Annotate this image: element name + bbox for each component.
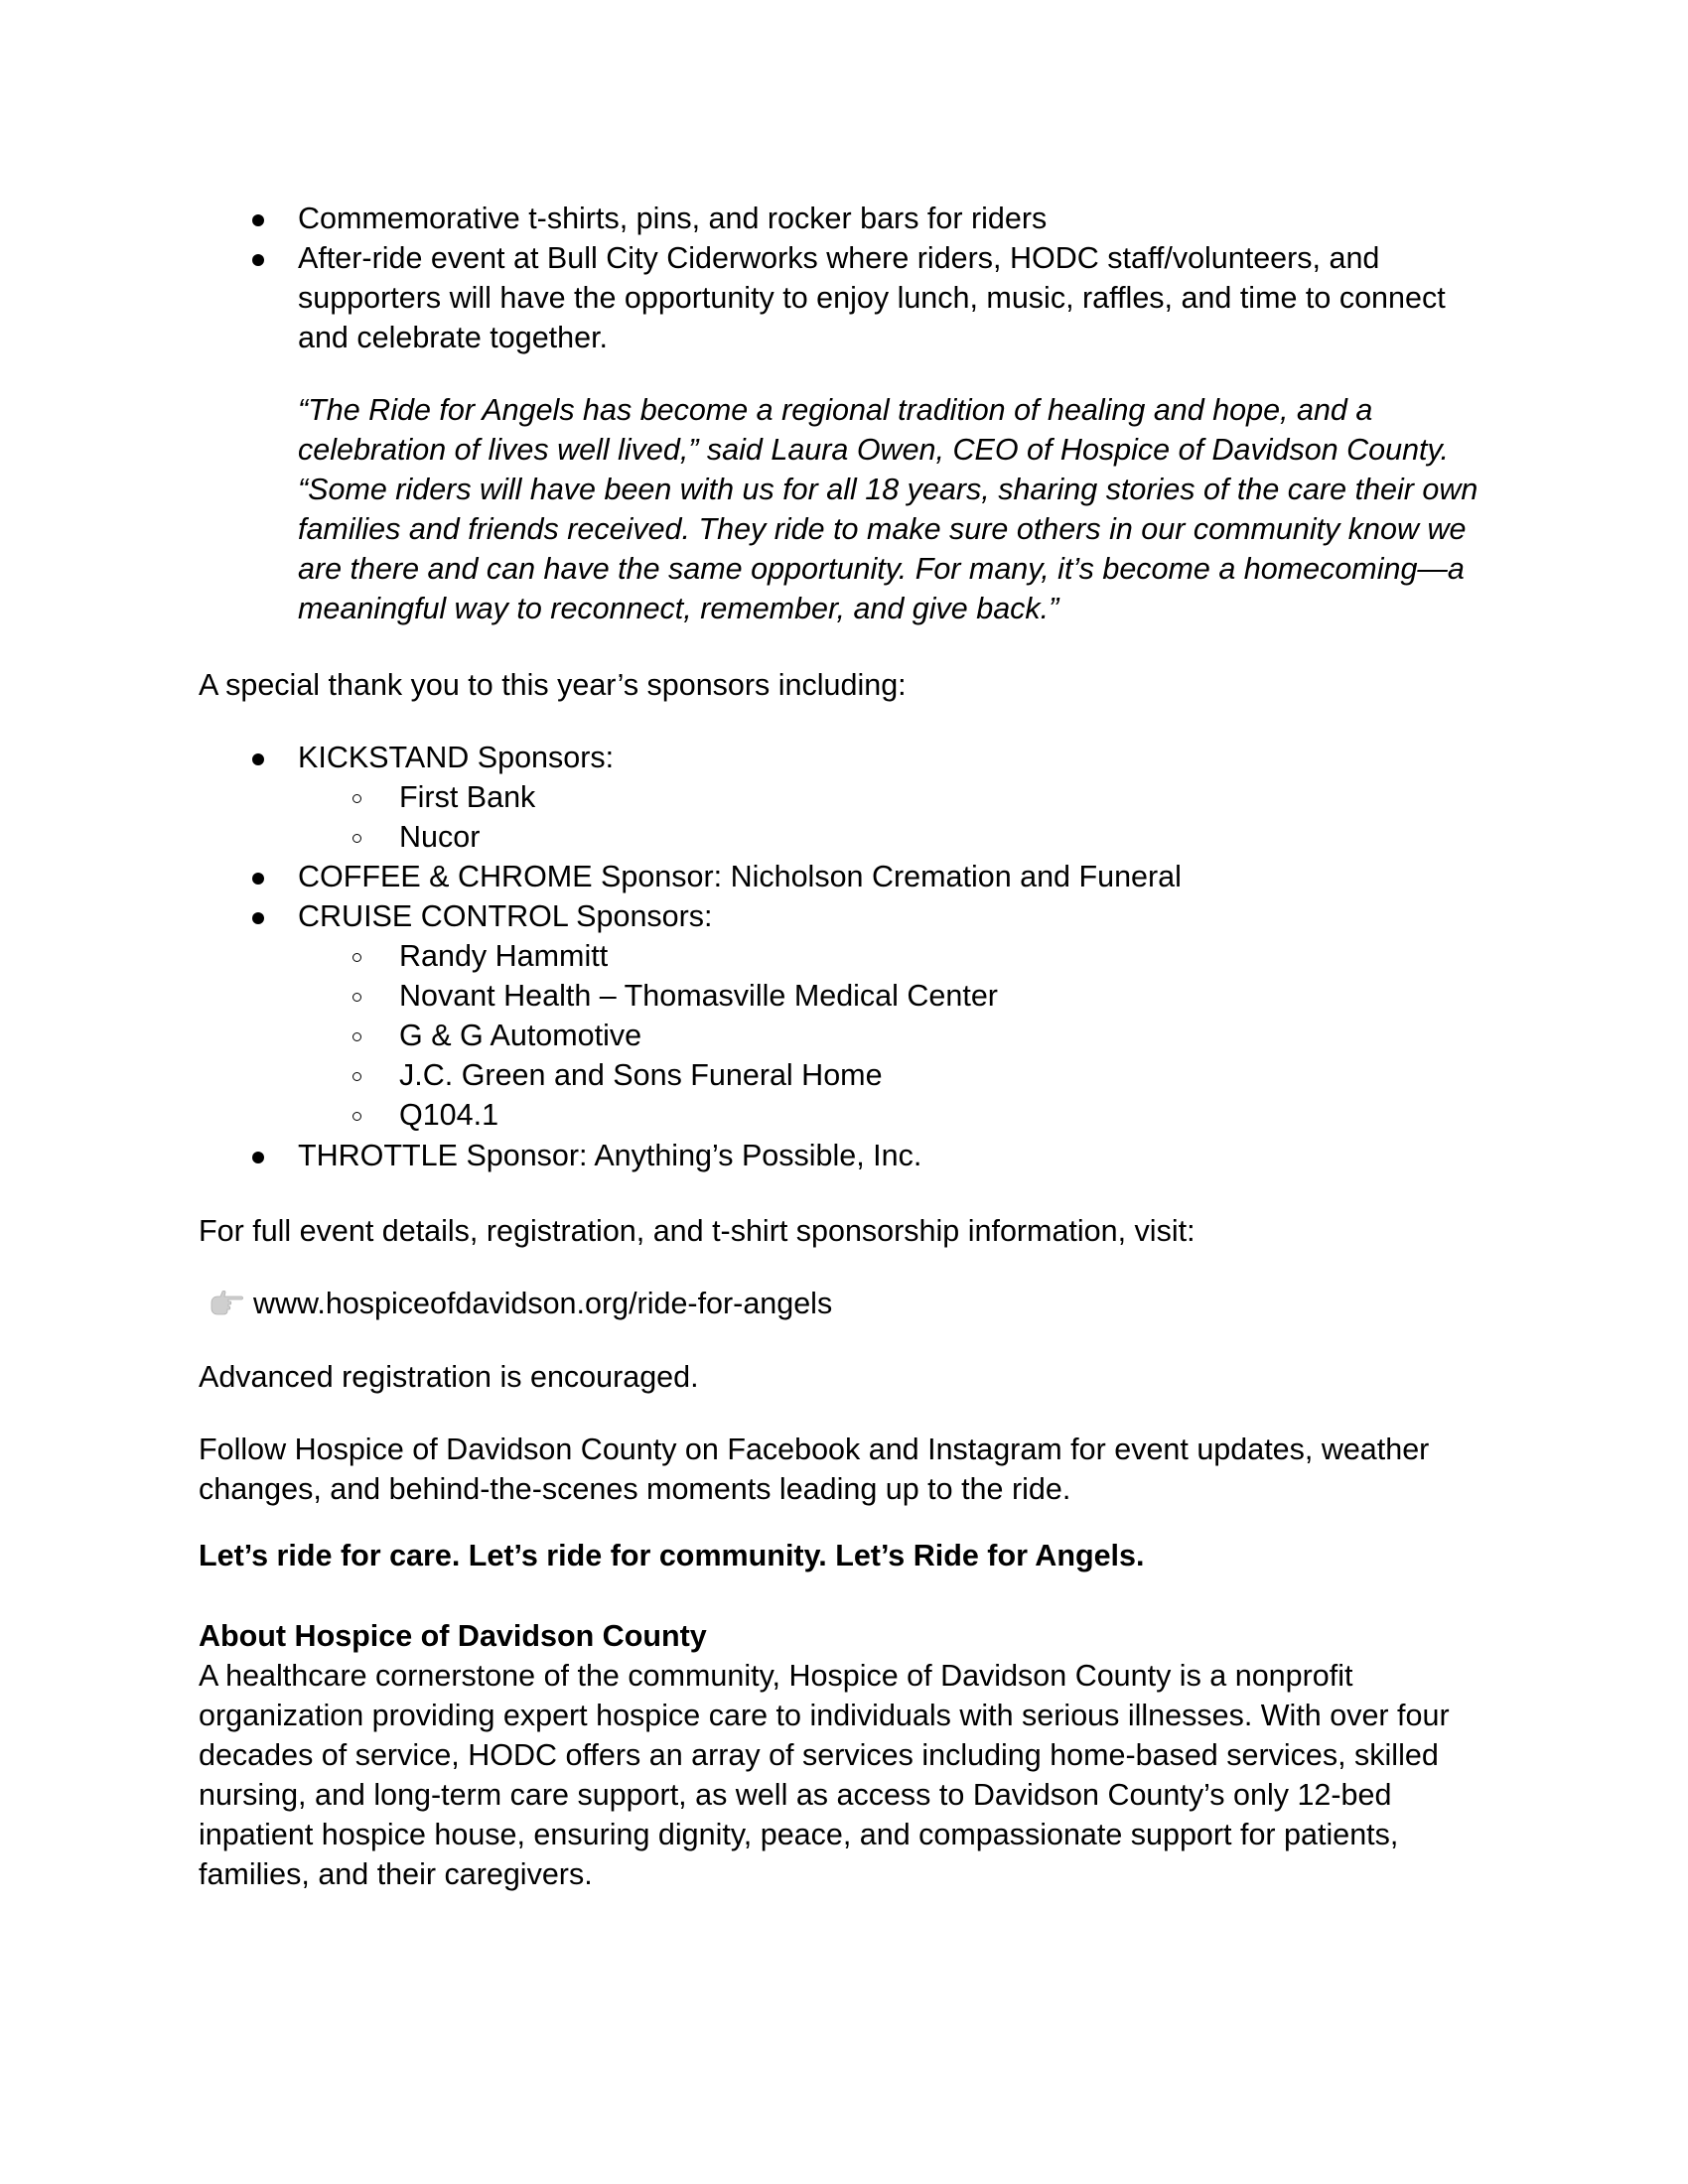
follow-text-line: Follow Hospice of Davidson County on Facebook and Instagram for event updates, weather [199, 1433, 1430, 1466]
bullet-circle-icon [352, 953, 361, 962]
bullet-dot-icon [252, 254, 264, 266]
pointing-hand-icon [209, 1291, 244, 1316]
about-line: A healthcare cornerstone of the community, Hospice of Davidson County is a nonprofit [199, 1659, 1353, 1693]
sponsor-item: First Bank [399, 780, 536, 814]
about-line: decades of service, HODC offers an array of services including home-based services, skilled [199, 1738, 1439, 1772]
follow-text-line: changes, and behind-the-scenes moments leading up to the ride. [199, 1472, 1071, 1506]
sponsor-tier-coffee-chrome: COFFEE & CHROME Sponsor: Nicholson Cremation and Funeral [298, 860, 1182, 893]
bullet-dot-icon [252, 912, 264, 924]
event-url-link[interactable]: www.hospiceofdavidson.org/ride-for-angels [253, 1287, 833, 1320]
about-line: inpatient hospice house, ensuring dignity, peace, and compassionate support for patients, [199, 1818, 1399, 1851]
sponsor-tier-kickstand: KICKSTAND Sponsors: [298, 741, 615, 774]
bullet-dot-icon [252, 1152, 264, 1163]
details-intro: For full event details, registration, and t-shirt sponsorship information, visit: [199, 1214, 1196, 1248]
sponsors-intro: A special thank you to this year’s sponsors including: [199, 668, 907, 702]
about-line: nursing, and long-term care support, as well as access to Davidson County’s only 12-bed [199, 1778, 1392, 1812]
advance-registration-note: Advanced registration is encouraged. [199, 1360, 699, 1394]
sponsor-item: J.C. Green and Sons Funeral Home [399, 1058, 883, 1092]
bullet-circle-icon [352, 1112, 361, 1121]
quote-line: “The Ride for Angels has become a regional tradition of healing and hope, and a [298, 393, 1373, 427]
sponsor-item: Randy Hammitt [399, 939, 609, 973]
bullet-dot-icon [252, 873, 264, 885]
about-heading: About Hospice of Davidson County [199, 1619, 707, 1653]
list-item: After-ride event at Bull City Ciderworks where riders, HODC staff/volunteers, and [298, 241, 1380, 275]
bullet-circle-icon [352, 794, 361, 803]
bullet-circle-icon [352, 1032, 361, 1041]
about-line: families, and their caregivers. [199, 1857, 593, 1891]
list-item-continuation: and celebrate together. [298, 321, 609, 354]
sponsor-item: Nucor [399, 820, 481, 854]
bullet-circle-icon [352, 993, 361, 1002]
tagline: Let’s ride for care. Let’s ride for community. Let’s Ride for Angels. [199, 1539, 1145, 1572]
sponsor-item: Novant Health – Thomasville Medical Center [399, 979, 998, 1013]
about-line: organization providing expert hospice care to individuals with serious illnesses. With over four [199, 1699, 1450, 1732]
sponsor-item: G & G Automotive [399, 1019, 642, 1052]
quote-line: “Some riders will have been with us for all 18 years, sharing stories of the care their own [298, 473, 1478, 506]
quote-line: are there and can have the same opportunity. For many, it’s become a homecoming—a [298, 552, 1465, 586]
bullet-dot-icon [252, 214, 264, 226]
quote-line: families and friends received. They ride to make sure others in our community know we [298, 512, 1467, 546]
quote-line: meaningful way to reconnect, remember, and give back.” [298, 592, 1059, 625]
bullet-circle-icon [352, 834, 361, 843]
list-item-continuation: supporters will have the opportunity to enjoy lunch, music, raffles, and time to connect [298, 281, 1446, 315]
sponsor-item: Q104.1 [399, 1098, 499, 1132]
sponsor-tier-cruise-control: CRUISE CONTROL Sponsors: [298, 899, 713, 933]
sponsor-tier-throttle: THROTTLE Sponsor: Anything’s Possible, Inc. [298, 1139, 922, 1172]
bullet-circle-icon [352, 1072, 361, 1081]
list-item: Commemorative t-shirts, pins, and rocker bars for riders [298, 202, 1048, 235]
quote-line: celebration of lives well lived,” said Laura Owen, CEO of Hospice of Davidson County. [298, 433, 1449, 467]
bullet-dot-icon [252, 753, 264, 765]
